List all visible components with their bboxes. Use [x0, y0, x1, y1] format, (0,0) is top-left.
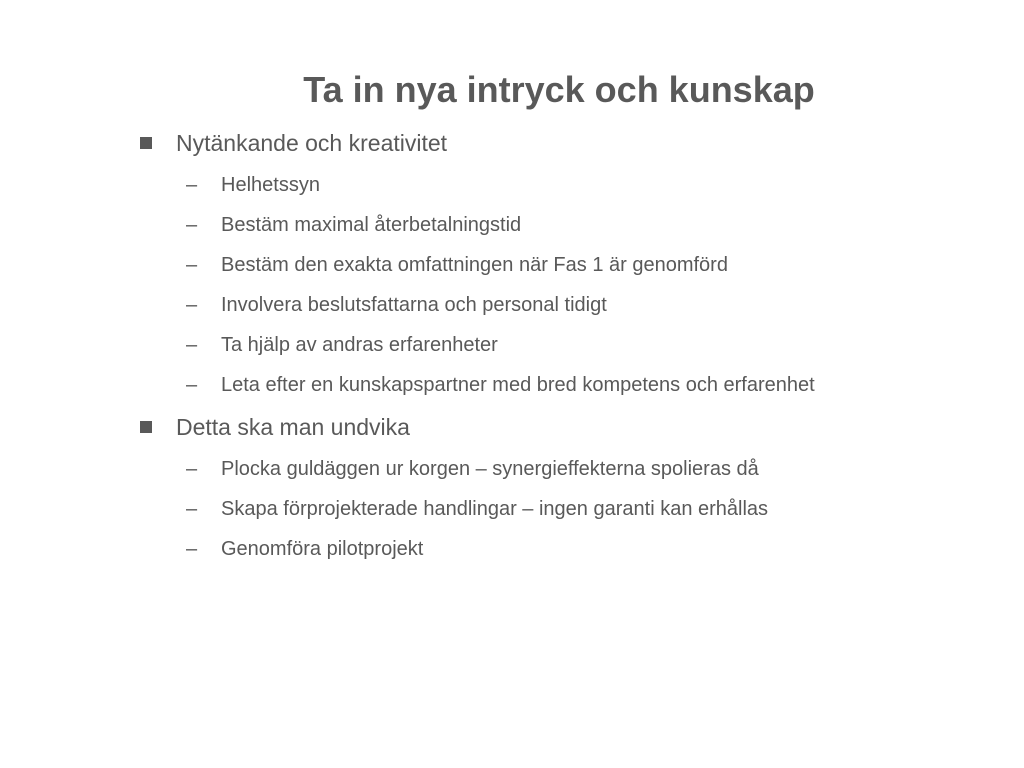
square-bullet-icon	[140, 421, 152, 433]
bullet-item-undvika	[140, 412, 1000, 442]
dash-bullet: –	[186, 498, 198, 520]
sub-item	[186, 456, 1006, 482]
dash-bullet: –	[186, 294, 198, 316]
sub-item-text: Bestäm maximal återbetalningstid	[221, 214, 522, 236]
sub-item-text: Skapa förprojekterade handlingar – ingen garanti kan erhållas	[221, 498, 769, 520]
sub-item	[186, 496, 1006, 522]
sub-item	[186, 536, 1006, 562]
sub-item-text: Ta hjälp av andras erfarenheter	[221, 334, 498, 356]
dash-bullet: –	[186, 214, 198, 236]
dash-bullet: –	[186, 374, 198, 396]
dash-bullet: –	[186, 254, 198, 276]
sub-item	[186, 252, 1006, 278]
bullet-text: Detta ska man undvika	[176, 414, 410, 440]
sub-item	[186, 212, 1006, 238]
sub-item-text: Plocka guldäggen ur korgen – synergieffekterna spolieras då	[221, 458, 759, 480]
sub-item-text: Involvera beslutsfattarna och personal tidigt	[221, 294, 607, 316]
bullet-text: Nytänkande och kreativitet	[176, 130, 448, 156]
bullet-item-nytankande	[140, 128, 1000, 158]
square-bullet-icon	[140, 137, 152, 149]
dash-bullet: –	[186, 174, 198, 196]
sub-item-text: Bestäm den exakta omfattningen när Fas 1 är genomförd	[221, 254, 728, 276]
sub-item	[186, 292, 1006, 318]
dash-bullet: –	[186, 458, 198, 480]
dash-bullet: –	[186, 334, 198, 356]
sub-item-text: Helhetssyn	[221, 174, 320, 196]
slide-title: Ta in nya intryck och kunskap	[303, 69, 815, 110]
dash-bullet: –	[186, 538, 198, 560]
sub-item	[186, 332, 1006, 358]
sub-item	[186, 172, 1006, 198]
sub-item-text: Genomföra pilotprojekt	[221, 538, 424, 560]
sub-item	[186, 372, 1006, 398]
sub-item-text: Leta efter en kunskapspartner med bred kompetens och erfarenhet	[221, 374, 815, 396]
